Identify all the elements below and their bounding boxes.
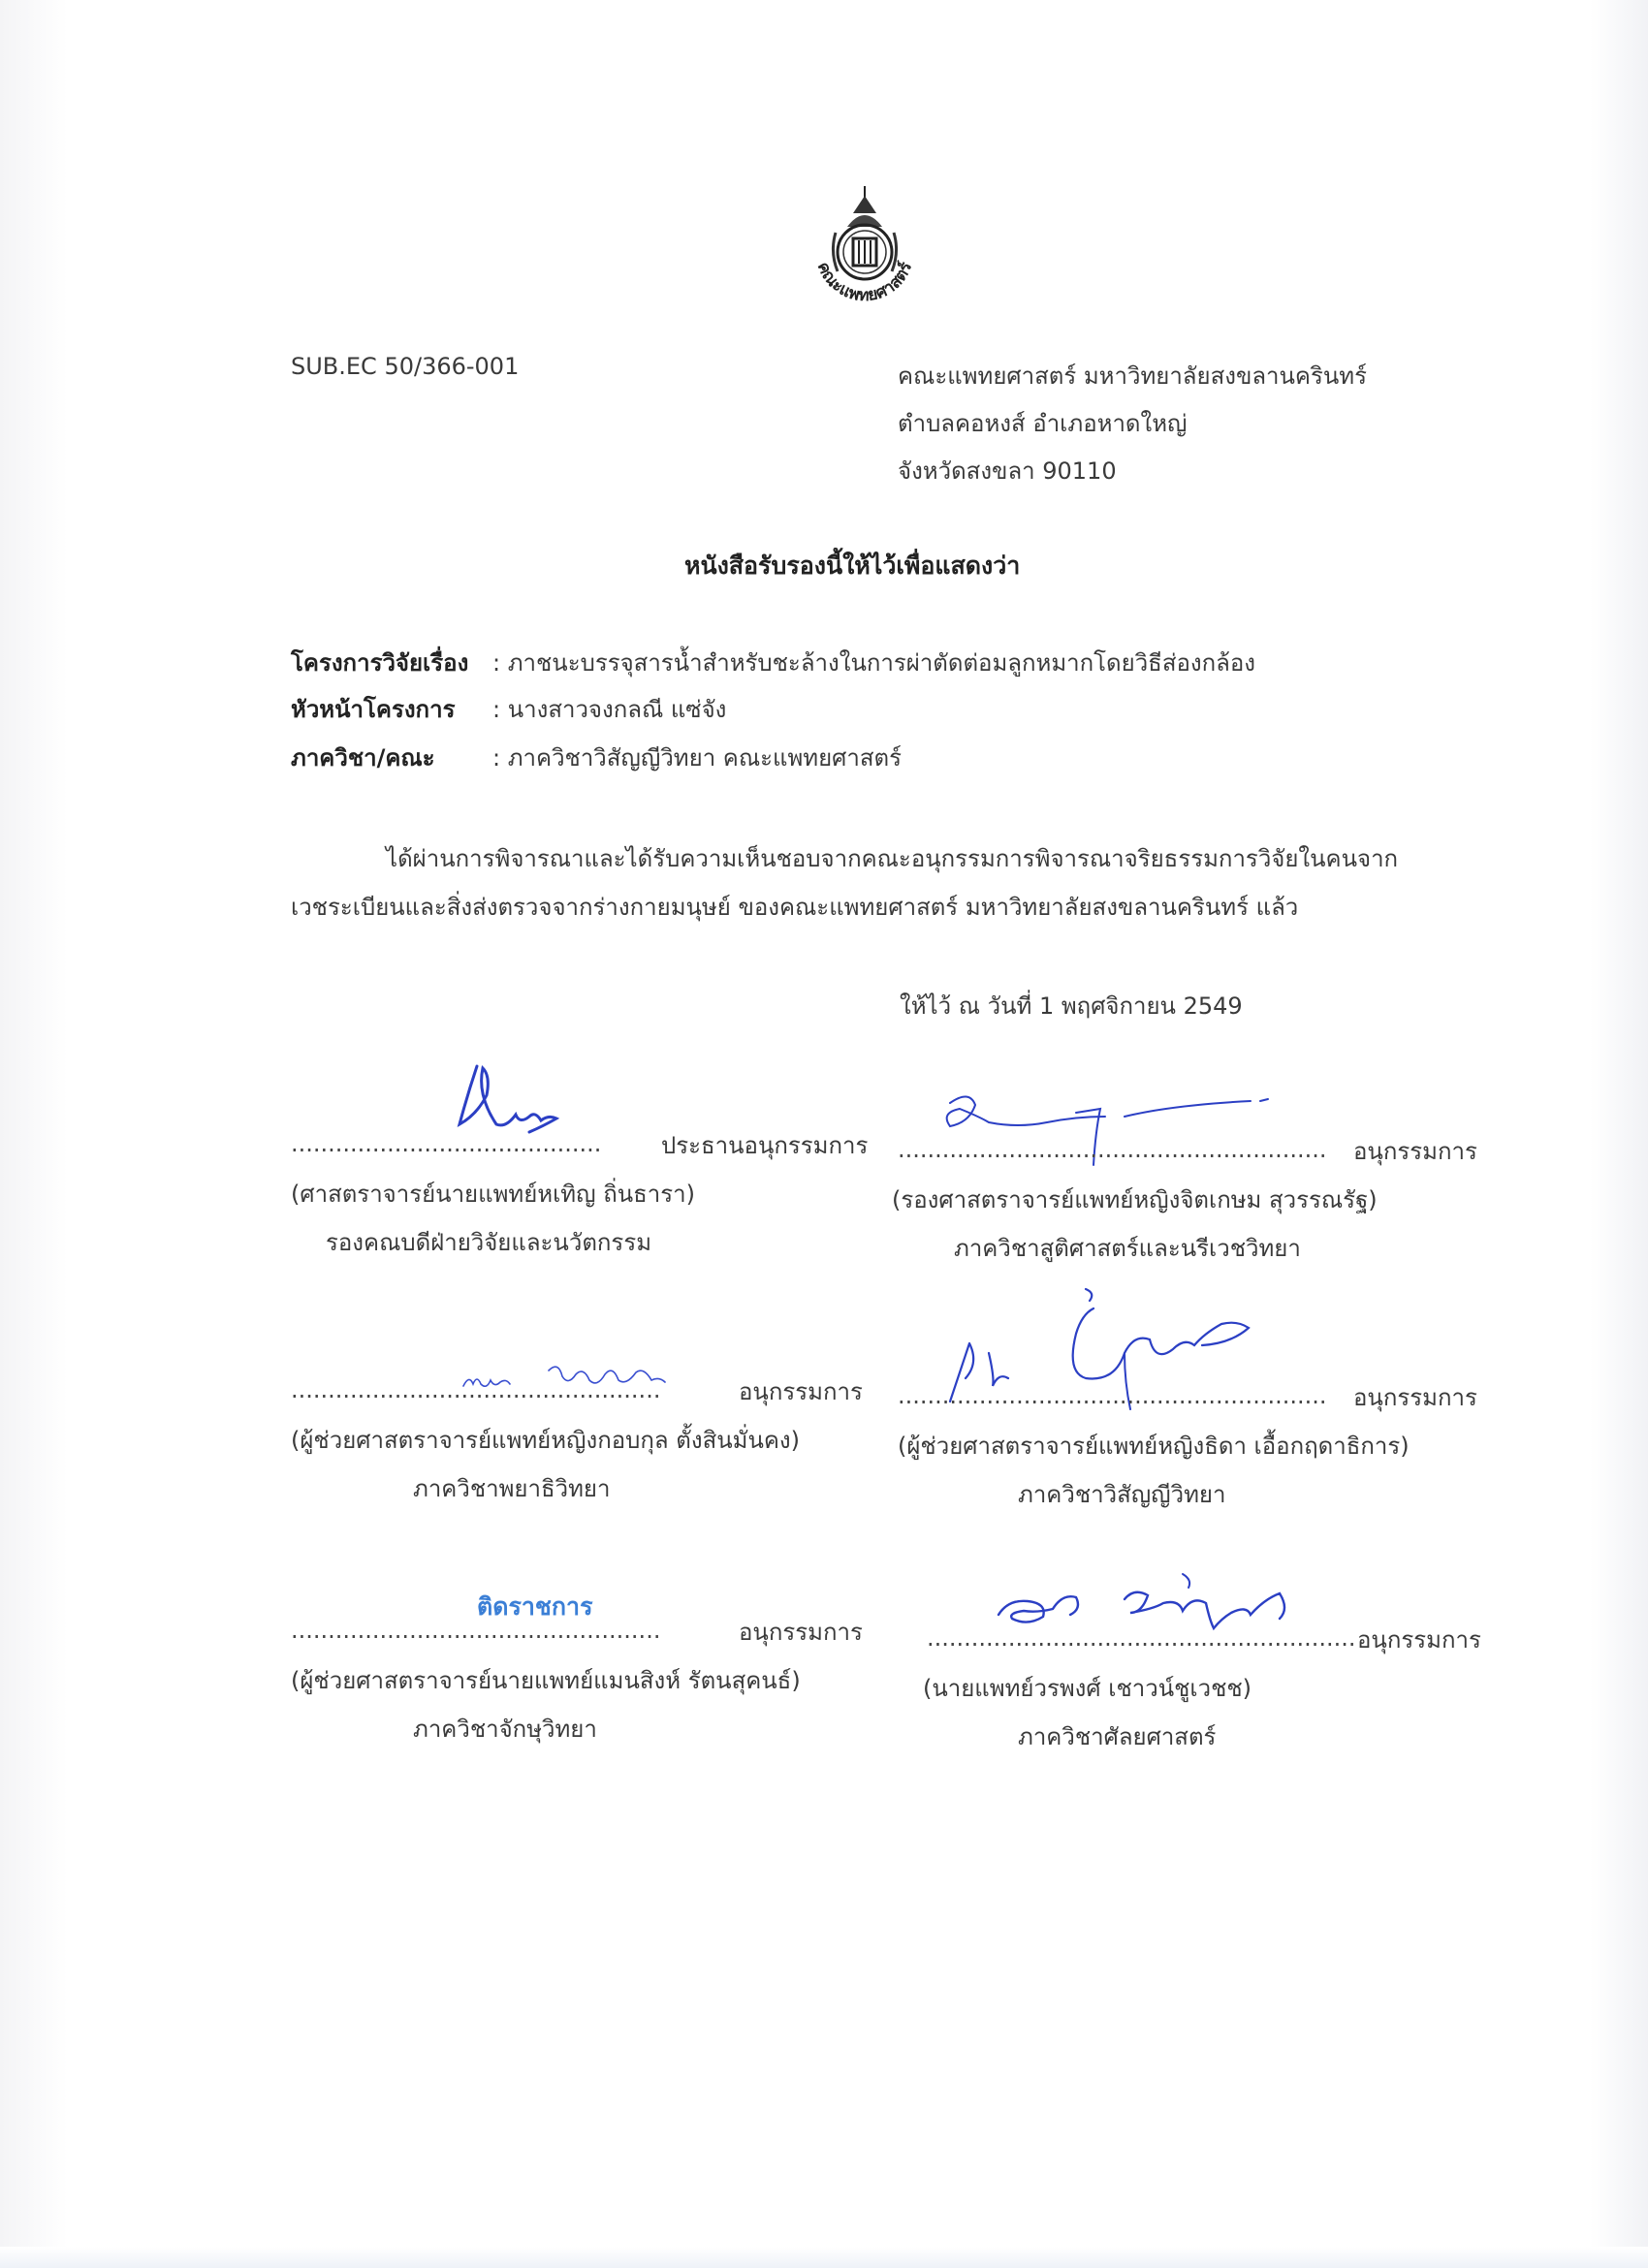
body-line-1: ได้ผ่านการพิจารณาและได้รับความเห็นชอบจากคณะอนุกรรมการพิจารณาจริยธรรมการวิจัยในคนจาก — [386, 845, 1399, 872]
project-leader-label: หัวหน้าโครงการ — [291, 696, 456, 723]
reference-number: SUB.EC 50/366-001 — [291, 353, 520, 380]
signatory-role-member-4: อนุกรรมการ — [1353, 1384, 1477, 1411]
project-title-value: : ภาชนะบรรจุสารน้ำสำหรับชะล้างในการผ่าตัดต่อมลูกหมากโดยวิธีส่องกล้อง — [492, 649, 1255, 677]
signature-line-member-6: .......................................................... — [927, 1624, 1356, 1652]
project-leader-value: : นางสาวจงกลณี แซ่จัง — [492, 696, 727, 723]
signatory-role-member-6: อนุกรรมการ — [1357, 1626, 1481, 1654]
body-line-2: เวชระเบียนและสิ่งส่งตรวจจากร่างกายมนุษย์ ของคณะแพทยศาสตร์ มหาวิทยาลัยสงขลานครินทร์ แล้ว — [291, 894, 1299, 921]
address-line-1: คณะแพทยศาสตร์ มหาวิทยาลัยสงขลานครินทร์ — [898, 362, 1367, 390]
issue-date: ให้ไว้ ณ วันที่ 1 พฤศจิกายน 2549 — [900, 992, 1243, 1020]
signature-line-member-4: .......................................................... — [898, 1382, 1327, 1409]
signature-line-chair: .......................................... — [291, 1130, 602, 1157]
seal-arc-text: คณะแพทยศาสตร์ — [812, 259, 917, 306]
signatory-position-member-3: ภาควิชาพยาธิวิทยา — [413, 1475, 611, 1502]
project-title-label: โครงการวิจัยเรื่อง — [291, 649, 469, 677]
signatory-role-member-2: อนุกรรมการ — [1353, 1138, 1477, 1165]
away-stamp: ติดราชการ — [477, 1592, 593, 1621]
signatory-position-chair: รองคณบดีฝ่ายวิจัยและนวัตกรรม — [326, 1229, 652, 1256]
signatory-name-member-5: (ผู้ช่วยศาสตราจารย์นายแพทย์แมนสิงห์ รัตนสุคนธ์) — [291, 1667, 801, 1694]
project-dept-label: ภาควิชา/คณะ — [291, 744, 435, 772]
scan-edge — [0, 2247, 1648, 2268]
project-dept-value: : ภาควิชาวิสัญญีวิทยา คณะแพทยศาสตร์ — [492, 744, 903, 772]
signature-line-member-3: .................................................. — [291, 1376, 661, 1403]
signatory-name-member-2: (รองศาสตราจารย์แพทย์หญิงจิตเกษม สุวรรณรัฐ) — [892, 1186, 1378, 1213]
certificate-title: หนังสือรับรองนี้ให้ไว้เพื่อแสดงว่า — [684, 551, 1021, 580]
signature-line-member-5: .................................................. — [291, 1617, 661, 1644]
signatory-position-member-5: ภาควิชาจักษุวิทยา — [413, 1716, 597, 1743]
signatory-role-member-3: อนุกรรมการ — [739, 1378, 863, 1405]
signatory-name-member-4: (ผู้ช่วยศาสตราจารย์แพทย์หญิงธิดา เอื้อกฤดาธิการ) — [898, 1433, 1410, 1460]
signatory-name-member-3: (ผู้ช่วยศาสตราจารย์แพทย์หญิงกอบกุล ตั้งสินมั่นคง) — [291, 1427, 800, 1454]
signatory-name-chair: (ศาสตราจารย์นายแพทย์หเทิญ ถิ่นธารา) — [291, 1181, 695, 1208]
signatory-role-member-5: อนุกรรมการ — [739, 1619, 863, 1646]
address-line-2: ตำบลคอหงส์ อำเภอหาดใหญ่ — [898, 410, 1188, 437]
signatory-position-member-6: ภาควิชาศัลยศาสตร์ — [1018, 1723, 1217, 1750]
signatory-position-member-4: ภาควิชาวิสัญญีวิทยา — [1018, 1481, 1226, 1508]
signatory-position-member-2: ภาควิชาสูติศาสตร์และนรีเวชวิทยา — [954, 1235, 1301, 1262]
signatory-role-chair: ประธานอนุกรรมการ — [661, 1132, 869, 1159]
signatory-name-member-6: (นายแพทย์วรพงศ์ เชาวน์ชูเวชช) — [923, 1675, 1252, 1702]
address-line-3: จังหวัดสงขลา 90110 — [898, 457, 1117, 485]
faculty-seal-logo — [797, 184, 933, 339]
signature-line-member-2: .......................................................... — [898, 1136, 1327, 1163]
